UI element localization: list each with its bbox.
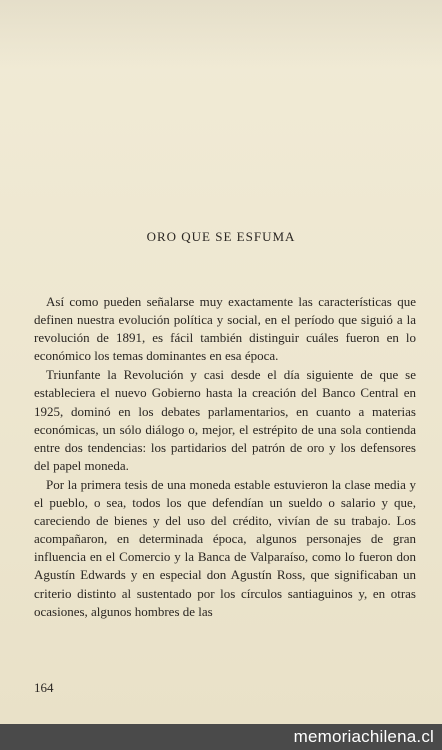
page-number: 164 [34,680,54,695]
paragraph-3: Por la primera tesis de una moneda estable estuvieron la clase media y el pueblo, o sea, todos los que defendían un sueldo o salario y que, careciendo de bienes y del uso del crédito, vivían de su trabajo. Los acompañaron, en determinada época, algunos personajes de gran influencia en el Comercio y la Banca de Valparaíso, como lo fueron don Agustín Edwards y en especial don Agustín Ross, que significaban un criterio distinto al sustentado por los círculos santiaguinos y, en otras ocasiones, algunos hombres de las [34,476,416,619]
paragraph-2: Triunfante la Revolución y casi desde el día siguiente de que se estableciera el nuevo Gobierno hasta la creación del Banco Central en 1925, dominó en los debates parlamentarios, en cuanto a materias económicas, un sólo diálogo o, mejor, el estrépito de una sola contienda entre dos tendencias: los partidarios del patrón de oro y los defensores del papel moneda. [34,367,416,473]
chapter-title: ORO QUE SE ESFUMA [146,229,296,244]
watermark: memoriachilena.cl [293,727,434,746]
body-text [34,293,416,621]
paragraph-1: Así como pueden señalarse muy exactamente las características que definen nuestra evolución política y social, en el período que siguió a la revolución de 1891, es fácil también distinguir cuáles fueron en lo económico los temas dominantes en esa época. [34,294,416,364]
footer-bar [0,724,442,750]
show-through-text [0,0,442,70]
